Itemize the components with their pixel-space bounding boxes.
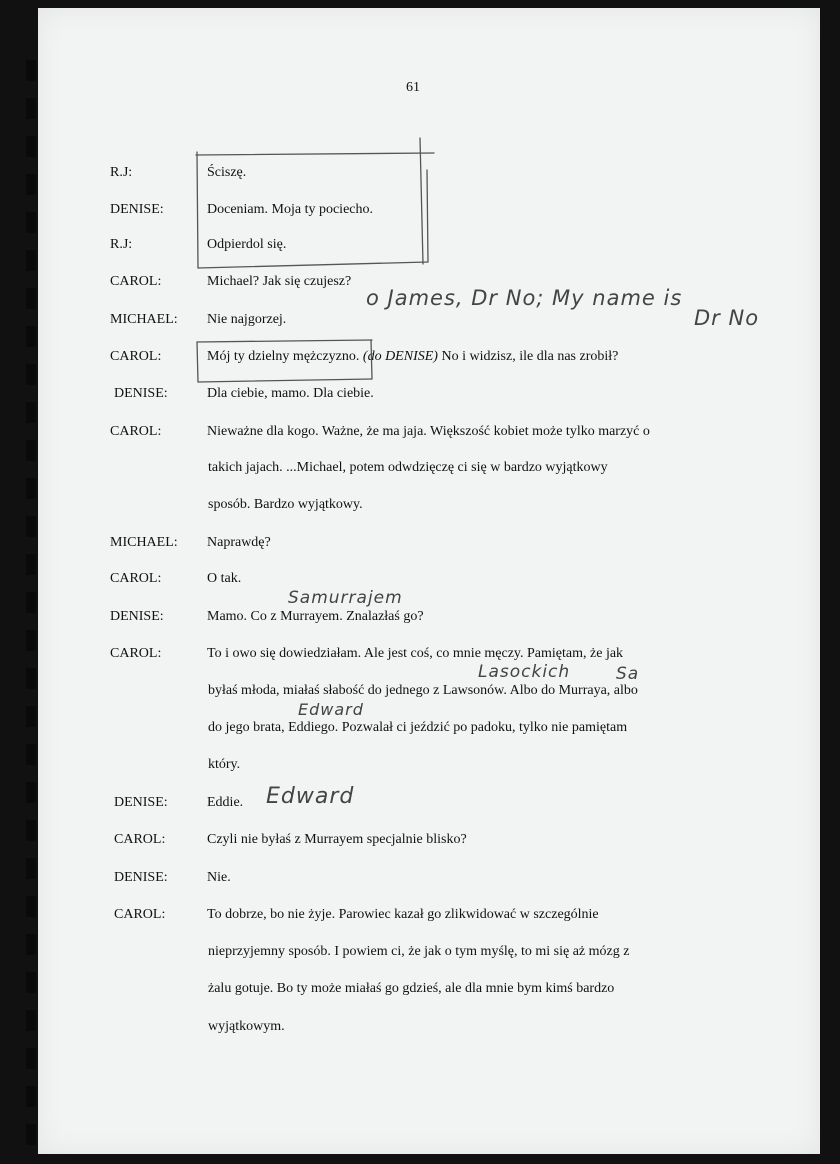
dialogue-line bbox=[0, 571, 840, 593]
handwritten-note: Edward bbox=[266, 784, 355, 809]
speaker-name: CAROL: bbox=[114, 832, 166, 847]
speaker-name: DENISE: bbox=[114, 386, 168, 401]
speech-text: O tak. bbox=[207, 571, 242, 586]
speech-text: Mamo. Co z Murrayem. Znalazłaś go? bbox=[207, 609, 424, 624]
dialogue-line bbox=[0, 386, 840, 408]
speech-text: Odpierdol się. bbox=[207, 237, 287, 252]
dialogue-line bbox=[0, 795, 840, 817]
speech-text: sposób. Bardzo wyjątkowy. bbox=[208, 497, 363, 512]
speech-text: nieprzyjemny sposób. I powiem ci, że jak o tym myślę, to mi się aż mózg z bbox=[208, 944, 630, 959]
dialogue-line bbox=[0, 165, 840, 187]
speaker-name: DENISE: bbox=[110, 202, 164, 217]
dialogue-line bbox=[0, 237, 840, 259]
dialogue-line bbox=[0, 202, 840, 224]
handwritten-note: Samurrajem bbox=[288, 588, 403, 608]
speech-text: Eddie. bbox=[207, 795, 244, 810]
speech-text: który. bbox=[208, 757, 241, 772]
dialogue-line bbox=[0, 683, 840, 705]
handwritten-note: Edward bbox=[298, 700, 364, 719]
speaker-name: R.J: bbox=[110, 165, 133, 180]
dialogue-line bbox=[0, 981, 840, 1003]
speech-text: Nie najgorzej. bbox=[207, 312, 287, 327]
dialogue-line bbox=[0, 944, 840, 966]
dialogue-line bbox=[0, 720, 840, 742]
dialogue-line bbox=[0, 757, 840, 779]
speech-text: Michael? Jak się czujesz? bbox=[207, 274, 352, 289]
speech-text: żalu gotuje. Bo ty może miałaś go gdzieś, ale dla mnie bym kimś bardzo bbox=[208, 981, 615, 996]
speech-text: Doceniam. Moja ty pociecho. bbox=[207, 202, 374, 217]
speech-text: To dobrze, bo nie żyje. Parowiec kazał go zlikwidować w szczególnie bbox=[207, 907, 599, 922]
speech-text: do jego brata, Eddiego. Pozwalał ci jeździć po padoku, tylko nie pamiętam bbox=[208, 720, 628, 735]
dialogue-line bbox=[0, 460, 840, 482]
stage-direction: (do DENISE) bbox=[362, 349, 438, 364]
speech-text: wyjątkowym. bbox=[208, 1019, 285, 1034]
handwritten-note: Sa bbox=[616, 664, 640, 684]
speaker-name: DENISE: bbox=[114, 795, 168, 810]
speaker-name: CAROL: bbox=[110, 349, 162, 364]
speaker-name: CAROL: bbox=[110, 646, 162, 661]
dialogue-line bbox=[0, 349, 840, 371]
speech-part: Mój ty dzielny mężczyzno. bbox=[207, 349, 363, 364]
dialogue-line bbox=[0, 609, 840, 631]
handwritten-note: o James, Dr No; My name is bbox=[366, 286, 683, 310]
handwritten-note: Dr No bbox=[694, 306, 760, 330]
dialogue-line bbox=[0, 497, 840, 519]
speech-text: To i owo się dowiedziałam. Ale jest coś, co mnie męczy. Pamiętam, że jak bbox=[207, 646, 624, 661]
speaker-name: CAROL: bbox=[110, 571, 162, 586]
dialogue-line bbox=[0, 832, 840, 854]
speech-text bbox=[207, 349, 618, 365]
speech-text: Ściszę. bbox=[207, 165, 247, 180]
speech-text: Dla ciebie, mamo. Dla ciebie. bbox=[207, 386, 374, 401]
page-number: 61 bbox=[406, 80, 420, 95]
speech-text: Nieważne dla kogo. Ważne, że ma jaja. Większość kobiet może tylko marzyć o bbox=[207, 424, 650, 439]
dialogue-line bbox=[0, 535, 840, 557]
speaker-name: CAROL: bbox=[110, 274, 162, 289]
speech-text: Naprawdę? bbox=[207, 535, 271, 550]
speaker-name: DENISE: bbox=[114, 870, 168, 885]
speaker-name: R.J: bbox=[110, 237, 133, 252]
dialogue-line bbox=[0, 870, 840, 892]
speaker-name: DENISE: bbox=[110, 609, 164, 624]
speech-part: No i widzisz, ile dla nas zrobił? bbox=[437, 349, 619, 364]
speaker-name: MICHAEL: bbox=[110, 535, 178, 550]
handwritten-note: Lasockich bbox=[478, 662, 571, 682]
dialogue-line bbox=[0, 907, 840, 929]
dialogue-line bbox=[0, 1019, 840, 1041]
speech-text: takich jajach. ...Michael, potem odwdzięczę ci się w bardzo wyjątkowy bbox=[208, 460, 608, 475]
speech-text: byłaś młoda, miałaś słabość do jednego z Lawsonów. Albo do Murraya, albo bbox=[208, 683, 638, 698]
dialogue-line bbox=[0, 424, 840, 446]
speaker-name: MICHAEL: bbox=[110, 312, 178, 327]
dialogue-line bbox=[0, 646, 840, 668]
speech-text: Nie. bbox=[207, 870, 231, 885]
speech-text: Czyli nie byłaś z Murrayem specjalnie blisko? bbox=[207, 832, 467, 847]
speaker-name: CAROL: bbox=[110, 424, 162, 439]
speaker-name: CAROL: bbox=[114, 907, 166, 922]
